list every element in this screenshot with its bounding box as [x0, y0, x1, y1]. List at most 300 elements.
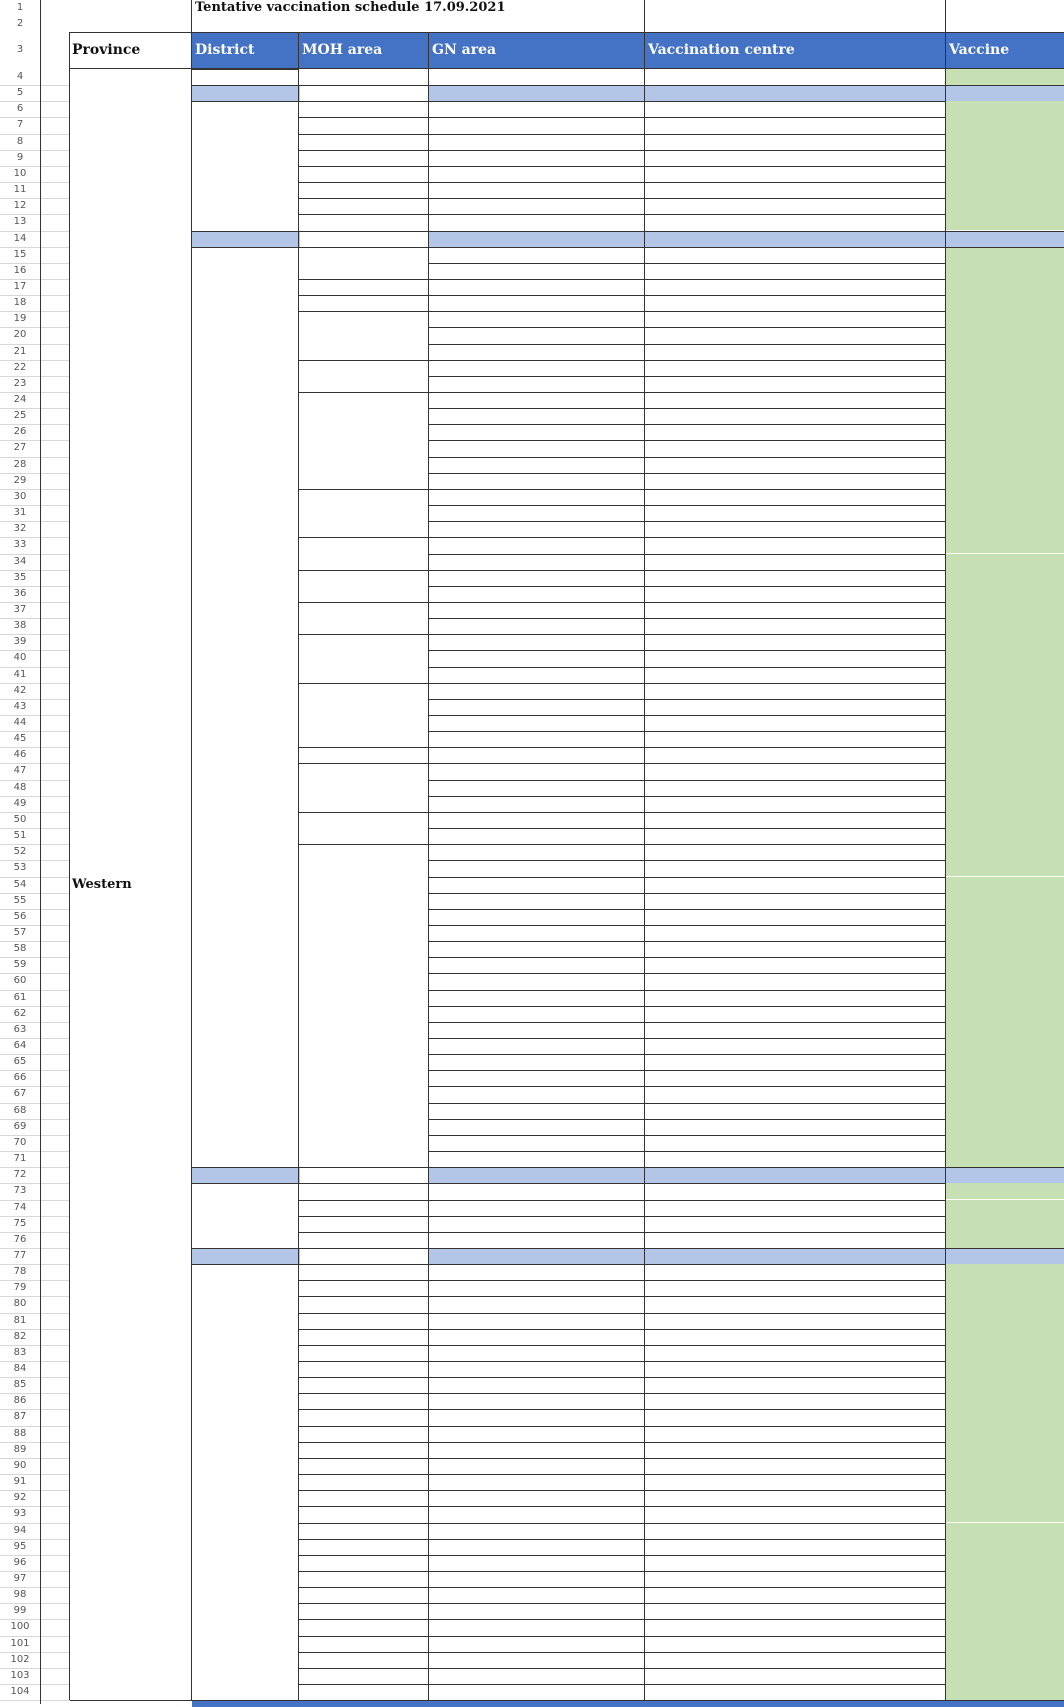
vaccine-cell — [946, 537, 1064, 553]
row-number: 39 — [13, 636, 27, 648]
vaccine-cell — [946, 1426, 1064, 1442]
vaccine-cell — [946, 1119, 1064, 1135]
moh-border — [299, 247, 1064, 248]
row-number: 3 — [16, 44, 24, 55]
row-number: 1 — [16, 2, 24, 13]
vaccine-cell — [946, 1264, 1064, 1280]
vaccine-cell — [946, 1313, 1064, 1329]
row-number: 28 — [13, 458, 27, 470]
moh-area-cell — [299, 279, 429, 295]
row-number: 43 — [13, 700, 27, 712]
row-number: 11 — [13, 184, 27, 196]
district-border — [192, 101, 299, 102]
row-number: 97 — [13, 1572, 27, 1584]
moh-area-cell — [299, 1426, 429, 1442]
vaccination-centre-cell — [645, 1070, 946, 1086]
row-number: 79 — [13, 1282, 27, 1294]
row-number: 42 — [13, 684, 27, 696]
moh-area-cell — [299, 101, 429, 117]
row-number: 44 — [13, 717, 27, 728]
row-number: 77 — [13, 1249, 27, 1261]
vaccination-centre-cell — [645, 1409, 946, 1425]
row-number: 104 — [10, 1686, 30, 1697]
district-border — [192, 1264, 299, 1265]
district-border — [192, 69, 299, 70]
row-number: 81 — [13, 1314, 27, 1326]
moh-area-cell — [299, 1684, 429, 1700]
vaccination-centre-cell — [645, 763, 946, 779]
province-left-border — [69, 32, 70, 1700]
vaccine-cell — [946, 1490, 1064, 1506]
row-number: 101 — [10, 1637, 30, 1649]
row-number: 94 — [13, 1524, 27, 1536]
vaccination-centre-cell — [645, 311, 946, 327]
vaccine-cell — [946, 1361, 1064, 1377]
row-number: 47 — [13, 765, 27, 777]
row-number: 16 — [13, 264, 27, 276]
row-number: 6 — [16, 103, 24, 115]
separator-band-white — [300, 86, 429, 101]
vaccination-centre-cell — [645, 1119, 946, 1135]
row-number: 9 — [16, 151, 24, 163]
moh-area-cell — [299, 1232, 429, 1248]
vaccination-centre-cell — [645, 1458, 946, 1474]
vaccine-cell — [946, 69, 1064, 85]
row-number: 83 — [13, 1346, 27, 1358]
vaccine-cell — [946, 1523, 1064, 1539]
vaccine-cell — [946, 182, 1064, 198]
row-number: 91 — [13, 1476, 27, 1488]
vaccine-cell — [946, 279, 1064, 295]
row-number: 88 — [13, 1427, 27, 1439]
vaccination-centre-cell — [645, 1393, 946, 1409]
row-number: 54 — [13, 878, 27, 890]
vaccine-cell — [946, 117, 1064, 133]
vaccine-cell — [946, 925, 1064, 941]
vaccination-centre-cell — [645, 327, 946, 343]
row-number: 8 — [16, 135, 24, 147]
row-number: 89 — [13, 1443, 27, 1455]
header-border — [70, 68, 1064, 69]
vaccination-centre-cell — [645, 909, 946, 925]
moh-area-cell — [299, 134, 429, 150]
vaccine-cell — [946, 1345, 1064, 1361]
row-number: 74 — [13, 1201, 27, 1213]
moh-area-merged-cell — [299, 537, 429, 569]
vaccination-centre-cell — [645, 537, 946, 553]
vaccination-centre-cell — [645, 166, 946, 182]
vaccination-centre-cell — [645, 150, 946, 166]
moh-area-cell — [299, 1474, 429, 1490]
row-number: 51 — [13, 830, 27, 842]
moh-area-cell — [299, 1458, 429, 1474]
centre-left-border — [644, 0, 645, 1700]
vaccine-cell — [946, 440, 1064, 456]
vaccine-cell — [946, 1684, 1064, 1700]
row-number: 36 — [13, 587, 27, 599]
vaccine-cell — [946, 1200, 1064, 1216]
vaccination-centre-cell — [645, 505, 946, 521]
vaccine-cell — [946, 1636, 1064, 1652]
vaccine-cell — [946, 1587, 1064, 1603]
vaccination-centre-cell — [645, 1571, 946, 1587]
row-number: 63 — [13, 1023, 27, 1035]
vaccination-centre-cell — [645, 973, 946, 989]
row-number: 96 — [13, 1556, 27, 1568]
vaccination-centre-cell — [645, 392, 946, 408]
moh-area-merged-cell — [299, 489, 429, 537]
row-number: 86 — [13, 1395, 27, 1407]
vaccination-centre-cell — [645, 1280, 946, 1296]
vaccination-centre-cell — [645, 1523, 946, 1539]
vaccination-centre-cell — [645, 1426, 946, 1442]
moh-area-merged-cell — [299, 311, 429, 359]
vaccine-cell — [946, 1329, 1064, 1345]
vaccine-cell — [946, 1022, 1064, 1038]
moh-area-cell — [299, 1636, 429, 1652]
district-cell — [192, 1264, 299, 1280]
district-border — [192, 231, 1064, 232]
header-district: District — [192, 32, 299, 68]
moh-area-merged-cell — [299, 602, 429, 634]
vaccination-centre-cell — [645, 844, 946, 860]
row-number: 56 — [13, 910, 27, 922]
vaccination-centre-cell — [645, 602, 946, 618]
vaccination-centre-cell — [645, 634, 946, 650]
row-number: 24 — [13, 394, 27, 405]
vaccination-centre-cell — [645, 198, 946, 214]
row-number: 5 — [16, 87, 24, 99]
vaccine-cell — [946, 295, 1064, 311]
gn-left-border — [428, 32, 429, 1700]
vaccine-cell — [946, 1442, 1064, 1458]
vaccine-cell — [946, 812, 1064, 828]
vaccine-cell — [946, 618, 1064, 634]
row-number: 2 — [16, 18, 24, 29]
row-number: 55 — [13, 894, 27, 906]
vaccine-cell — [946, 957, 1064, 973]
vaccine-cell — [946, 1006, 1064, 1022]
vaccine-cell — [946, 327, 1064, 343]
moh-area-cell — [299, 198, 429, 214]
vaccination-centre-cell — [645, 1006, 946, 1022]
header-gn-area: GN area — [429, 32, 645, 68]
vaccination-centre-cell — [645, 925, 946, 941]
row-number: 45 — [13, 733, 27, 745]
row-number: 57 — [13, 926, 27, 938]
separator-band-white — [300, 232, 429, 247]
row-number: 14 — [13, 232, 27, 244]
row-number: 31 — [13, 507, 27, 519]
vaccination-centre-cell — [645, 1555, 946, 1571]
vaccination-centre-cell — [645, 554, 946, 570]
vaccine-cell — [946, 828, 1064, 844]
vaccination-centre-cell — [645, 1490, 946, 1506]
moh-area-cell — [299, 1393, 429, 1409]
row-number: 52 — [13, 846, 27, 858]
moh-area-merged-cell — [299, 634, 429, 682]
vaccination-centre-cell — [645, 1506, 946, 1522]
vaccination-centre-cell — [645, 1022, 946, 1038]
district-cell — [192, 69, 299, 85]
row-number: 26 — [13, 426, 27, 438]
vaccine-cell — [946, 473, 1064, 489]
vaccine-cell — [946, 796, 1064, 812]
vaccination-centre-cell — [645, 101, 946, 117]
moh-area-cell — [299, 1539, 429, 1555]
row-number: 73 — [13, 1185, 27, 1197]
vaccine-cell — [946, 1571, 1064, 1587]
row-number: 21 — [13, 345, 27, 357]
vaccine-cell — [946, 763, 1064, 779]
vaccination-centre-cell — [645, 440, 946, 456]
vaccine-cell — [946, 344, 1064, 360]
vaccination-centre-cell — [645, 1232, 946, 1248]
vaccine-cell — [946, 1668, 1064, 1684]
vaccination-centre-cell — [645, 1668, 946, 1684]
row-number: 32 — [13, 523, 27, 535]
header-border — [70, 32, 1064, 33]
vaccination-centre-cell — [645, 893, 946, 909]
separator-band-white — [300, 1249, 429, 1264]
moh-area-cell — [299, 1345, 429, 1361]
vaccine-cell — [946, 1216, 1064, 1232]
row-number: 60 — [13, 975, 27, 987]
vaccine-cell — [946, 150, 1064, 166]
vaccine-cell — [946, 1296, 1064, 1312]
moh-area-merged-cell — [299, 812, 429, 844]
row-number: 20 — [13, 329, 27, 341]
vaccine-cell — [946, 941, 1064, 957]
moh-area-cell — [299, 1668, 429, 1684]
row-number: 19 — [13, 313, 27, 325]
row-number: 85 — [13, 1379, 27, 1391]
vaccination-centre-cell — [645, 957, 946, 973]
header-vaccination-centre: Vaccination centre — [645, 32, 946, 68]
vaccination-centre-cell — [645, 1216, 946, 1232]
page-title: Tentative vaccination schedule 17.09.2021 — [195, 0, 506, 15]
vaccination-centre-cell — [645, 117, 946, 133]
row-number: 50 — [13, 813, 27, 825]
row-number: 90 — [13, 1459, 27, 1471]
vaccine-cell — [946, 376, 1064, 392]
vaccination-centre-cell — [645, 134, 946, 150]
row-number: 15 — [13, 248, 27, 260]
vaccine-cell — [946, 554, 1064, 570]
moh-left-border — [298, 32, 299, 1700]
row-number: 46 — [13, 749, 27, 761]
bottom-band — [192, 1701, 1064, 1707]
row-number: 78 — [13, 1266, 27, 1278]
moh-area-cell — [299, 182, 429, 198]
row-number: 38 — [13, 620, 27, 632]
vaccination-centre-cell — [645, 489, 946, 505]
moh-area-merged-cell — [299, 844, 429, 1167]
vaccination-centre-cell — [645, 780, 946, 796]
row-number: 95 — [13, 1540, 27, 1552]
vaccine-left-border — [945, 0, 946, 1700]
row-number: 65 — [13, 1056, 27, 1068]
vaccination-centre-cell — [645, 1296, 946, 1312]
row-number: 40 — [13, 652, 27, 664]
vaccination-centre-cell — [645, 1313, 946, 1329]
row-number: 66 — [13, 1072, 27, 1084]
vaccine-cell — [946, 990, 1064, 1006]
vaccination-centre-cell — [645, 408, 946, 424]
district-border — [192, 1248, 1064, 1249]
district-left-border — [191, 0, 192, 1700]
moh-area-cell — [299, 214, 429, 230]
vaccine-cell — [946, 731, 1064, 747]
row-number: 75 — [13, 1217, 27, 1229]
vaccine-cell — [946, 586, 1064, 602]
vaccine-cell — [946, 1652, 1064, 1668]
vaccine-cell — [946, 214, 1064, 230]
row-number: 82 — [13, 1330, 27, 1342]
rownum-divider — [40, 0, 41, 1704]
district-border — [192, 1183, 299, 1184]
vaccination-centre-cell — [645, 69, 946, 85]
row-number: 33 — [13, 539, 27, 551]
row-number: 64 — [13, 1040, 27, 1051]
moh-area-merged-cell — [299, 763, 429, 811]
vaccine-cell — [946, 1393, 1064, 1409]
vaccine-cell — [946, 1474, 1064, 1490]
vaccine-cell — [946, 505, 1064, 521]
header-province: Province — [72, 42, 141, 58]
vaccination-centre-cell — [645, 182, 946, 198]
vaccine-cell — [946, 1151, 1064, 1167]
vaccine-cell — [946, 392, 1064, 408]
moh-area-cell — [299, 1264, 429, 1280]
moh-area-merged-cell — [299, 683, 429, 748]
vaccination-centre-cell — [645, 1086, 946, 1102]
vaccine-cell — [946, 1619, 1064, 1635]
row-number: 59 — [13, 959, 27, 971]
header-moh-area: MOH area — [299, 32, 429, 68]
vaccine-cell — [946, 424, 1064, 440]
vaccine-cell — [946, 877, 1064, 893]
row-number: 4 — [16, 71, 24, 82]
vaccination-centre-cell — [645, 683, 946, 699]
vaccine-cell — [946, 1539, 1064, 1555]
vaccine-cell — [946, 860, 1064, 876]
moh-area-merged-cell — [299, 392, 429, 489]
row-number: 17 — [13, 280, 27, 292]
vaccination-centre-cell — [645, 1200, 946, 1216]
vaccination-centre-cell — [645, 650, 946, 666]
vaccine-cell — [946, 667, 1064, 683]
vaccination-centre-cell — [645, 796, 946, 812]
vaccination-centre-cell — [645, 1539, 946, 1555]
row-number: 102 — [10, 1653, 30, 1665]
vaccine-cell — [946, 1506, 1064, 1522]
moh-area-cell — [299, 1183, 429, 1199]
vaccination-centre-cell — [645, 699, 946, 715]
row-number: 67 — [13, 1088, 27, 1100]
vaccine-cell — [946, 1458, 1064, 1474]
header-vaccine: Vaccine — [946, 32, 1064, 68]
moh-area-cell — [299, 1555, 429, 1571]
vaccine-cell — [946, 1038, 1064, 1054]
vaccination-centre-cell — [645, 360, 946, 376]
vaccine-cell — [946, 134, 1064, 150]
vaccination-centre-cell — [645, 279, 946, 295]
vaccination-centre-cell — [645, 473, 946, 489]
row-number: 87 — [13, 1411, 27, 1423]
vaccine-cell — [946, 1280, 1064, 1296]
vaccination-centre-cell — [645, 570, 946, 586]
moh-area-cell — [299, 1619, 429, 1635]
moh-area-cell — [299, 1280, 429, 1296]
district-border — [192, 85, 1064, 86]
vaccine-cell — [946, 973, 1064, 989]
row-number: 37 — [13, 603, 27, 615]
vaccine-cell — [946, 844, 1064, 860]
moh-area-merged-cell — [299, 247, 429, 279]
vaccine-cell — [946, 311, 1064, 327]
row-number: 34 — [13, 555, 27, 567]
moh-area-cell — [299, 747, 429, 763]
row-number: 23 — [13, 377, 27, 389]
row-number: 99 — [13, 1605, 27, 1617]
vaccination-centre-cell — [645, 1603, 946, 1619]
vaccination-centre-cell — [645, 812, 946, 828]
row-number: 103 — [10, 1669, 30, 1681]
vaccination-centre-cell — [645, 860, 946, 876]
row-number: 100 — [10, 1621, 30, 1633]
row-number: 68 — [13, 1104, 27, 1116]
vaccine-cell — [946, 893, 1064, 909]
district-cell — [192, 247, 299, 263]
moh-area-cell — [299, 1200, 429, 1216]
vaccine-cell — [946, 699, 1064, 715]
row-number: 27 — [13, 442, 27, 454]
moh-area-cell — [299, 1587, 429, 1603]
vaccination-centre-cell — [645, 376, 946, 392]
row-number: 35 — [13, 571, 27, 583]
row-number: 12 — [13, 200, 27, 212]
row-number: 49 — [13, 797, 27, 809]
vaccination-centre-cell — [645, 1377, 946, 1393]
vaccination-centre-cell — [645, 1345, 946, 1361]
vaccine-cell — [946, 408, 1064, 424]
vaccination-centre-cell — [645, 1619, 946, 1635]
vaccination-centre-cell — [645, 457, 946, 473]
vaccination-centre-cell — [645, 941, 946, 957]
row-number: 41 — [13, 668, 27, 680]
vaccine-cell — [946, 780, 1064, 796]
vaccine-cell — [946, 1103, 1064, 1119]
row-number: 84 — [13, 1363, 27, 1374]
moh-area-cell — [299, 1361, 429, 1377]
vaccination-centre-cell — [645, 877, 946, 893]
vaccination-centre-cell — [645, 1474, 946, 1490]
district-cell — [192, 101, 299, 117]
moh-area-cell — [299, 1571, 429, 1587]
vaccine-cell — [946, 1086, 1064, 1102]
vaccination-centre-cell — [645, 247, 946, 263]
vaccination-centre-cell — [645, 1151, 946, 1167]
vaccine-cell — [946, 650, 1064, 666]
vaccine-cell — [946, 247, 1064, 263]
vaccine-cell — [946, 1135, 1064, 1151]
province-cell: Western — [72, 877, 132, 892]
vaccine-cell — [946, 1183, 1064, 1199]
vaccine-cell — [946, 570, 1064, 586]
vaccine-cell — [946, 1232, 1064, 1248]
row-number: 62 — [13, 1007, 27, 1019]
